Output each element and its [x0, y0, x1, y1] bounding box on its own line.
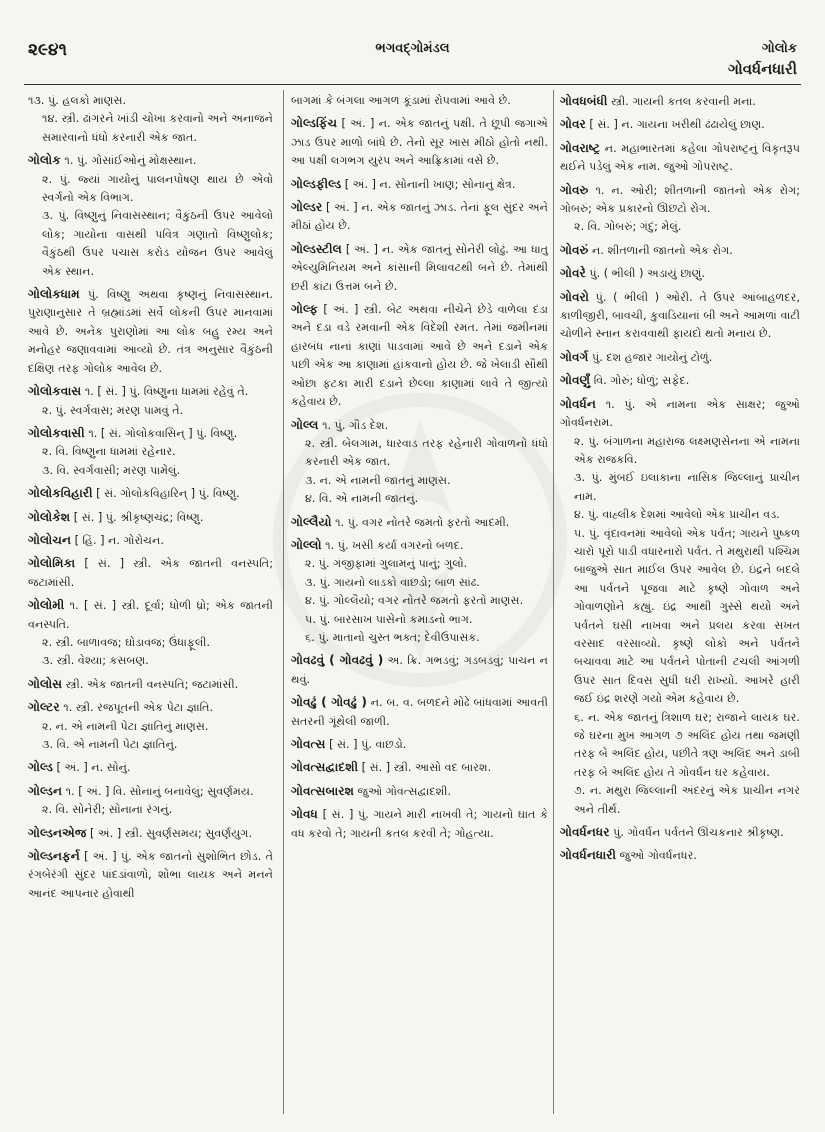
- entry-sense: પું. ( ભીલી ) અડાયું છાણું.: [589, 267, 706, 281]
- entry-sense: ૩. પું. મુંબઈ ઇલાકાના નાસિક જિલ્લાનું પ્રાચીન નામ.: [574, 471, 800, 503]
- entry-sense: [ અં. ] ન. એક જાતનું સોનેરી લોઢું. આ ધાતુ એલ્યુમિનિયમ અને કાંસાની મિલાવટથી બને છે. તેમાંથી છરી કાંટા ઉત્તમ બને છે.: [291, 242, 548, 293]
- entry-sense: [ સં. ] સ્ત્રી. એક જાતની વનસ્પતિ; જટામાંસી.: [28, 557, 273, 589]
- dictionary-entry: [28, 675, 273, 694]
- entry-headword: ગોલોક: [28, 153, 61, 168]
- entry-sense: ૨. વિ. વિષ્ણુના ધામમાં રહેનાર.: [42, 445, 176, 459]
- dictionary-entry: [560, 823, 800, 842]
- page-title: ભગવદ્ગોમંડલ: [375, 41, 450, 56]
- entry-sense: ન. બ. વ. બળદને મોઢે બાંધવામાં આવતી સતરની ગૂંથેલી જાળી.: [291, 696, 548, 728]
- dictionary-entry: [291, 300, 548, 411]
- dictionary-entry: [28, 596, 273, 671]
- dictionary-entry: [291, 735, 548, 754]
- dictionary-entry: [560, 846, 800, 865]
- entry-sense: ૬. ન. એક જાતનું ત્રિશાળ ઘર; રાજાને લાયક ઘર. જે ઘરના મુખ આગળ ૭ અલિંદ હોય તથા જમણી તરફ બે અલિંદ હોય, પછીતે ત્રણ અલિંદ અને ડાબી તરફ બે અલિંદ હોય તે ગોવર્ધન ઘર કહેવાય.: [574, 710, 800, 779]
- entry-headword: ગોલ્ડનફર્ન: [28, 849, 80, 864]
- entry-headword: ગોલ્ડન: [28, 783, 63, 798]
- entry-headword: ગોલોસ: [28, 676, 63, 691]
- entry-headword: ગોવત્સબારશ: [291, 783, 354, 798]
- dictionary-entry: [28, 758, 273, 777]
- entry-sense: [ અં. ] ન. સોનાની ખાણ; સોનાનું ક્ષેત્ર.: [344, 177, 516, 191]
- entry-sense: ૧૪. સ્ત્રી. ઢાંગરને ખાંડી ચોખા કરવાનો અને અનાજને સમારવાનો ધંધો કરનારી એક જાત.: [42, 112, 273, 144]
- entry-headword: ગોલોકવિહારી: [28, 486, 93, 501]
- dictionary-entry: [560, 92, 800, 111]
- entry-headword: ગોવરું: [560, 242, 589, 257]
- entry-sense: પું. દશ હજાર ગાયોનું ટોળું.: [592, 350, 713, 364]
- dictionary-entry: [28, 382, 273, 420]
- dictionary-entry: [560, 115, 800, 134]
- entry-headword: ગોવરો: [560, 289, 589, 304]
- entry-sense: [ સં. ] પું. શ્રીકૃષ્ણચંદ્ર; વિષ્ણુ.: [73, 510, 204, 524]
- entry-sense: બાગમાં કે બંગલા આગળ કૂંડામાં રોપવામાં આવે છે.: [291, 94, 511, 107]
- entry-headword: ગોવર્ધનધર: [560, 825, 610, 840]
- dictionary-entry: [28, 92, 273, 147]
- entry-sense: ૨. ન. એ નામની પેટા જ્ઞાતિનું માણસ.: [42, 719, 209, 733]
- entry-sense: [ અં. ] ન. સોનું.: [56, 761, 131, 775]
- entry-sense: ૪. વિ. એ નામની જાતનું.: [305, 492, 419, 506]
- dictionary-entry: [28, 285, 273, 378]
- dictionary-entry: [291, 114, 548, 170]
- entry-headword: ગોલોકધામ: [28, 287, 80, 302]
- dictionary-entry: [291, 240, 548, 296]
- entry-sense: ૧. [ સં. ] સ્ત્રી. દૂર્વા; ધોળી ધ્રો; એક જાતની વનસ્પતિ.: [28, 599, 273, 631]
- entry-sense: ૩. વિ. એ નામની પેટા જ્ઞાતિનું.: [42, 738, 178, 751]
- page-number: ૨૯૪૧: [28, 40, 67, 60]
- entry-headword: ગોલ્ડસ્ટીલ: [291, 241, 342, 256]
- entry-sense: ન. મહાભારતમાં કહેલા ગોપરાષ્ટ્રનું વિકૃતરૂપ થઈને પડેલું એક નામ. જુઓ ગોપરાષ્ટ્ર.: [560, 141, 800, 174]
- dictionary-entry: [28, 508, 273, 527]
- dictionary-entry: [28, 531, 273, 550]
- entry-sense: ૧. પું. ગૌડ દેશ.: [322, 418, 389, 432]
- entry-sense: ૩. સ્ત્રી. વેશ્યા; કસબણ.: [42, 654, 149, 668]
- dictionary-entry: [291, 693, 548, 731]
- dictionary-entry: [28, 424, 273, 480]
- entry-headword: ગોલ્ડફિંચ: [291, 116, 338, 131]
- guide-word-last: ગોવર્ધનધારી: [728, 60, 797, 78]
- column-2: [291, 92, 548, 1114]
- entry-sense: [ અં. ] ન. એક જાતનું પક્ષી. તે છૂપી જગાએ ઝાડ ઉપર માળો બાંધે છે. તેનો સૂર ખાસ મીઠો હોતો નથી. આ પક્ષી લગભગ યુરપ અને આફ્રિકામાં વસે છે.: [291, 117, 548, 168]
- entry-sense: ૧. [ સં. ગોલોકવાસિન્ ] પું. વિષ્ણુ.: [88, 426, 238, 440]
- entry-sense: [ સં. ] સ્ત્રી. આસો વદ બારશ.: [361, 761, 492, 775]
- entry-sense: ૧. પું. એ નામના એક સાક્ષર; જુઓ ગોવર્ધનરામ.: [560, 397, 800, 430]
- dictionary-entry: [560, 181, 800, 237]
- entry-headword: ગોલ્ફ: [291, 302, 318, 317]
- entry-sense: ૩. પું. ગાયનો લાડકો વાછડો; બાળ સાંઢ.: [305, 575, 480, 589]
- entry-sense: ૨. પું. ગંજીફામાં ગુલામનું પાનું; ગુલો.: [305, 557, 468, 571]
- entry-sense: [ અં. ] સ્ત્રી. સુવર્ણસમય; સુવર્ણયુગ.: [90, 826, 253, 840]
- entry-sense: જુઓ ગોવત્સદ્વાદશી.: [357, 784, 452, 798]
- entry-headword: ગોલ્ડર: [291, 200, 323, 215]
- entry-headword: ગોવત્સદ્વાદશી: [291, 760, 359, 775]
- dictionary-entry: [28, 151, 273, 281]
- entry-sense: ન. શીતળાની જાતનો એક રોગ.: [592, 243, 733, 257]
- dictionary-entry: [28, 698, 273, 754]
- dictionary-entry: [291, 536, 548, 647]
- dictionary-entry: [291, 513, 548, 532]
- dictionary-entry: [291, 198, 548, 236]
- dictionary-entry: [560, 371, 800, 390]
- entry-headword: ગોવઢવું ( ગોવઢવું ): [291, 653, 384, 668]
- entry-sense: ૧. સ્ત્રી. રજપૂતની એક પેટા જ્ઞાતિ.: [63, 701, 214, 715]
- dictionary-entry: [560, 288, 800, 344]
- column-3: [560, 92, 800, 1114]
- entry-sense: ૪. પું. ગોલ્લૈયો; વગર નોતરે જમતો ફરતો માણસ.: [305, 594, 524, 608]
- entry-sense: ૨. સ્ત્રી. બાળાવજ; ઘોડાવજ; ઉંધાફૂલી.: [42, 635, 211, 649]
- entry-sense: ૩. ન. એ નામની જાતનું માણસ.: [305, 473, 451, 487]
- entry-headword: ગોવર્ગ: [560, 349, 589, 364]
- entry-headword: ગોવરુ: [560, 182, 589, 197]
- dictionary-entry: [291, 805, 548, 843]
- entry-headword: ગોલ્ટર: [28, 700, 60, 715]
- entry-sense: [ અં. ] ન. એક જાતનું ઝાડ. તેનાં ફૂલ સુંદર અને મીઠાં હોય છે.: [291, 201, 548, 233]
- entry-sense: પું. ગોવર્ધન પર્વતને ઊંચકનાર શ્રીકૃષ્ણ.: [613, 826, 784, 840]
- entry-sense: [ અં. ] પું. એક જાતનો સુશોભિત છોડ. તે રંગબેરંગી સુંદર પાંદડાંવાળો, શોભા લાયક અને મનને આનંદ આપનાર હોવાથી: [28, 850, 273, 900]
- entry-headword: ગોલોકવાસી: [28, 425, 85, 440]
- dictionary-entry: [560, 139, 800, 177]
- entry-headword: ગોવઢું ( ગોવઢું ): [291, 695, 367, 710]
- entry-sense: પું. વિષ્ણુ અથવા કૃષ્ણનું નિવાસસ્થાન. પુરાણાનુસાર તે બ્રહ્માંડમાં સર્વે લોકની ઉપર માનવામાં આવે છે. અનેક પુરાણોમાં આ લોક બહુ રમ્ય અને મનોહર જણાવવામાં આવ્યો છે. તંત્ર અનુસાર વૈકુંઠની દક્ષિણ તરફ ગોલોક આવેલ છે.: [28, 288, 273, 375]
- dictionary-entry: [291, 782, 548, 801]
- dictionary-entry: [560, 241, 800, 260]
- entry-headword: ગોવર્ધન: [560, 396, 596, 411]
- page-header: [0, 0, 825, 82]
- entry-headword: ગોવરે: [560, 266, 586, 281]
- dictionary-entry: [291, 416, 548, 509]
- entry-sense: ૩. વિ. સ્વર્ગવાસી; મરણ પામેલું.: [42, 463, 181, 477]
- dictionary-entry: [560, 348, 800, 367]
- dictionary-entry: [28, 782, 273, 820]
- entry-sense: સ્ત્રી. ગાયની કતલ કરવાની મના.: [611, 95, 756, 108]
- entry-headword: ગોવર: [560, 117, 586, 132]
- entry-sense: ૨. સ્ત્રી. બેલગામ, ધારવાડ તરફ રહેનારી ગોવાળનો ધંધો કરનારી એક જાત.: [305, 436, 548, 469]
- entry-sense: [ સં. ] પું. વાછડો.: [329, 738, 407, 751]
- entry-sense: ૪. પું. વાહ્લીક દેશમાં આવેલો એક પ્રાચીન વડ.: [574, 508, 780, 522]
- entry-headword: ગોલ્ડ: [28, 760, 53, 775]
- entry-sense: ૫. પું. બારસાખ પાસેનો કમાડનો ભાગ.: [305, 612, 473, 626]
- entry-headword: ગોલ્ડનએજ: [28, 825, 87, 840]
- entry-sense: જુઓ ગોવર્ધનધર.: [619, 849, 697, 863]
- dictionary-entry: [28, 824, 273, 843]
- entry-headword: ગોવધબંધી: [560, 94, 608, 108]
- entry-headword: ગોલ્લ: [291, 417, 319, 432]
- dictionary-entry: [560, 264, 800, 283]
- dictionary-entry: [28, 484, 273, 503]
- entry-sense: ૧. ન. ઓરી; શીતળાની જાતનો એક રોગ; ગોબરું; એક પ્રકારનો ઊછટો રોગ.: [560, 183, 800, 216]
- entry-sense: ૭. ન. મથુરા જિલ્લાની અંદરનું એક પ્રાચીન નગર અને તીર્થ.: [574, 784, 800, 816]
- entry-headword: ગોલોચન: [28, 532, 72, 547]
- column-divider: [553, 90, 554, 1114]
- entry-sense: ૩. પું. વિષ્ણુનું નિવાસસ્થાન; વૈકુંઠની ઉપર આવેલો લોક; ગાયોના વાસથી પવિત્ર ગણાતો વિષ્ણુલોક; વૈકુંઠથી ઉપર પચાસ કરોડ યોજન ઉપર આવેલું એક સ્થાન.: [42, 209, 273, 278]
- column-divider: [283, 90, 284, 1114]
- entry-sense: [ સં. ] પું. ગાયને મારી નાખવી તે; ગાયનો ઘાત કે વધ કરવો તે; ગાયની કતલ કરવી તે; ગોહત્યા.: [291, 808, 548, 840]
- entry-sense: [ અં. ] સ્ત્રી. બેટ અથવા નીચેને છેડે વાળેલા દંડા અને દડા વડે રમવાની એક વિદેશી રમત. તેમાં જમીનમાં હારબંધ નાનાં કાણાં પાડવામાં આવે છે અને દડાને એક પછી એક આ કાણામાં હાંકવાનો હોય છે. જે ખેલાડી સૌથી ઓછા ફટકા મારી દડાને છેલ્લા કાણામાં લાવે તે જીત્યો કહેવાય છે.: [291, 303, 548, 409]
- entry-headword: ગોવરાષ્ટ્ર: [560, 140, 601, 155]
- entry-headword: ગોવર્ધનધારી: [560, 848, 617, 863]
- entry-sense: [ સં. ગોલોકવિહારિન્ ] પું. વિષ્ણુ.: [96, 487, 240, 501]
- entry-sense: ૧. પું. ખસી કર્યા વગરનો બળદ.: [325, 538, 464, 552]
- entry-headword: ગોલ્લો: [291, 537, 322, 552]
- entry-sense: અ. ક્રિ. ગભડવું; ગડબડવું; પાચન ન થવું.: [291, 654, 548, 686]
- entry-sense: ૧. પું. ગોસાંઈઓનું મોક્ષસ્થાન.: [64, 154, 197, 168]
- entry-headword: ગોવર્ણું: [560, 373, 591, 388]
- dictionary-entry: [28, 554, 273, 592]
- entry-sense: [ હિં. ] ન. ગોરોચન.: [74, 533, 164, 547]
- entry-sense: ૨. વિ. ગોબરું; ગંદું; મેલું.: [574, 220, 682, 234]
- entry-sense: ૧. પું. વગર નોતરે જમતો ફરતો આદમી.: [335, 515, 510, 529]
- dictionary-entry: [291, 651, 548, 689]
- entry-headword: ગોલોકેશ: [28, 509, 71, 524]
- entry-headword: ગોલોકવાસ: [28, 384, 82, 399]
- dictionary-entry: [28, 847, 273, 903]
- header-rule: [24, 84, 801, 85]
- entry-sense: ૨. પું. બંગાળના મહારાજ લક્ષ્મણસેનના એ નામના એક રાજકવિ.: [574, 434, 800, 466]
- entry-headword: ગોવત્સ: [291, 737, 326, 751]
- entry-headword: ગોવધ: [291, 807, 318, 822]
- entry-sense: [ સં. ] ન. ગાયના ખરીથી ઢંઢાયેલું છાણ.: [589, 118, 765, 132]
- dictionary-entry: [291, 92, 548, 110]
- entry-sense: સ્ત્રી. એક જાતની વનસ્પતિ; જટામાંસી.: [65, 677, 239, 691]
- entry-sense: ૨. પું. સ્વર્ગવાસ; મરણ પામવું તે.: [42, 403, 184, 417]
- entry-sense: વિ. ગોરું; ધોળું; સફેદ.: [593, 374, 690, 388]
- column-1: [28, 92, 273, 1114]
- entry-headword: ગોલોમી: [28, 598, 65, 613]
- entry-sense: ૫. પું. વૃંદાવનમાં આવેલો એક પર્વત; ગાયને પુષ્કળ ચારો પૂરો પાડી વધારનારો પર્વત. તે મથુરાથી પશ્ચિમ બાજુએ સાત માઈલ ઉપર આવેલ છે. ઇંદ્રને બદલે આ પર્વતને પૂજવા માટે કૃષ્ણે ગોવાળ અને ગોવાળણોને કહ્યું. ઇંદ્ર આથી ગુસ્સે થયો અને પર્વતને ઘસી નાખવા અને પ્રલય કરવા સખત વરસાદ વરસાવ્યો. કૃષ્ણે લોકો અને પર્વતને બચાવવા માટે આ પર્વતને પોતાની ટચલી આંગળી ઉપર સાત દિવસ સુધી ધરી રાખ્યો. આખરે હારી જઈ ઇંદ્ર શરણે ગયો એમ કહેવાય છે.: [574, 526, 800, 706]
- dictionary-entry: [560, 395, 800, 819]
- entry-sense: પું. ( ભીલી ) ઓરી. તે ઉપર આંબાહળદર, કાળીજીરી, બાવચી, કુવાડિયાનાં બી અને આમળાં વાટી ચોળીને સ્નાન કરાવવાથી ફાયદો થતો મનાય છે.: [560, 290, 800, 341]
- dictionary-entry: [291, 175, 548, 194]
- entry-sense: ૧. [ અં. ] વિ. સોનાનું બનાવેલું; સુવર્ણમય.: [65, 784, 254, 798]
- dictionary-entry: [291, 758, 548, 777]
- entry-sense: ૨. પું. જ્યાં ગાયોનું પાલનપોષણ થાય છે એવો સ્વર્ગનો એક વિભાગ.: [42, 172, 273, 205]
- entry-headword: ગોલ્ડફીલ્ડ: [291, 176, 342, 191]
- entry-sense: ૧. [ સં. ] પું. વિષ્ણુના ધામમાં રહેવું તે.: [84, 385, 249, 399]
- entry-sense: ૬. પું. માતાનો ચુસ્ત ભક્ત; દેવીઉપાસક.: [305, 630, 480, 644]
- entry-sense: ૨. વિ. સોનેરી; સોનાના રંગનું.: [42, 803, 173, 817]
- entry-headword: ગોલોમિકા: [28, 556, 76, 571]
- entry-headword: ગોલ્લૈયો: [291, 514, 332, 529]
- entry-sense: ૧૩. પું. હલકો માણસ.: [28, 94, 127, 107]
- guide-word-first: ગોલોક: [762, 41, 797, 56]
